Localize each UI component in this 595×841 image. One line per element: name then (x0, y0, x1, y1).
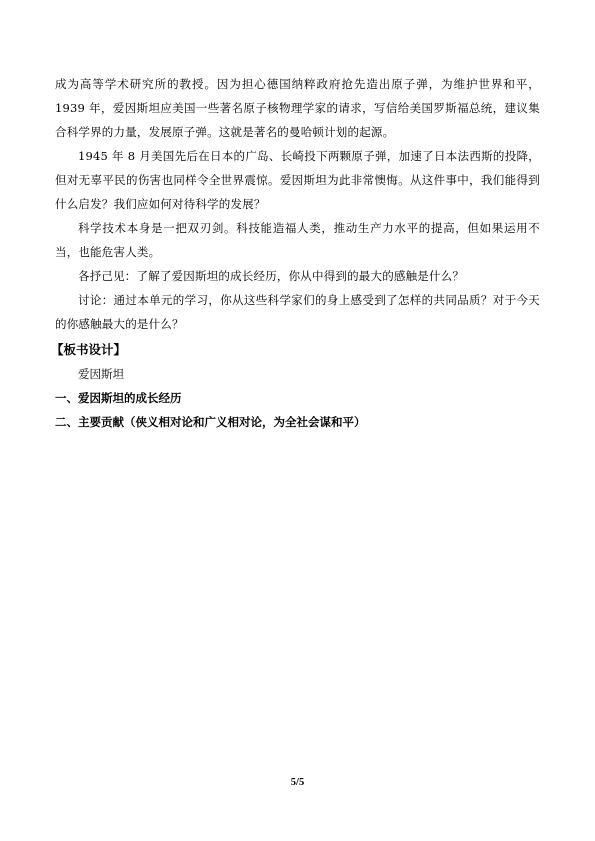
board-design-title: 爱因斯坦 (78, 367, 124, 381)
board-design-item-1: 一、爱因斯坦的成长经历 (55, 391, 182, 405)
page-number: 5/5 (290, 777, 305, 788)
paragraph-atomic-bomb: 1945 年 8 月美国先后在日本的广岛、长崎投下两颗原子弹，加速了日本法西斯的投降，但对无辜平民的伤害也同样令全世界震惊。爱因斯坦为此非常懊悔。从这件事中，我们能得到什么启发？我们应如何对待科学的发展？ (55, 149, 540, 211)
paragraph-discussion: 讨论：通过本单元的学习，你从这些科学家们的身上感受到了怎样的共同品质？对于今天的你感触最大的是什么？ (55, 293, 540, 331)
page-content (51, 72, 540, 434)
paragraph-opinions: 各抒己见：了解了爱因斯坦的成长经历，你从中得到的最大的感触是什么？ (78, 269, 465, 283)
board-design-item-2: 二、主要贡献（侠义相对论和广义相对论，为全社会谋和平） (55, 415, 366, 429)
paragraph-continued: 成为高等学术研究所的教授。因为担心德国纳粹政府抢先造出原子弹，为维护世界和平，1939 年，爱因斯坦应美国一些著名原子核物理学家的请求，写信给美国罗斯福总统，建议集合科学界的力量，发展原子弹。这就是著名的曼哈顿计划的起源。 (55, 77, 540, 139)
board-design-heading: 【板书设计】 (51, 342, 127, 357)
paragraph-double-edged-sword: 科学技术本身是一把双刃剑。科技能造福人类，推动生产力水平的提高，但如果运用不当，也能危害人类。 (55, 221, 540, 259)
